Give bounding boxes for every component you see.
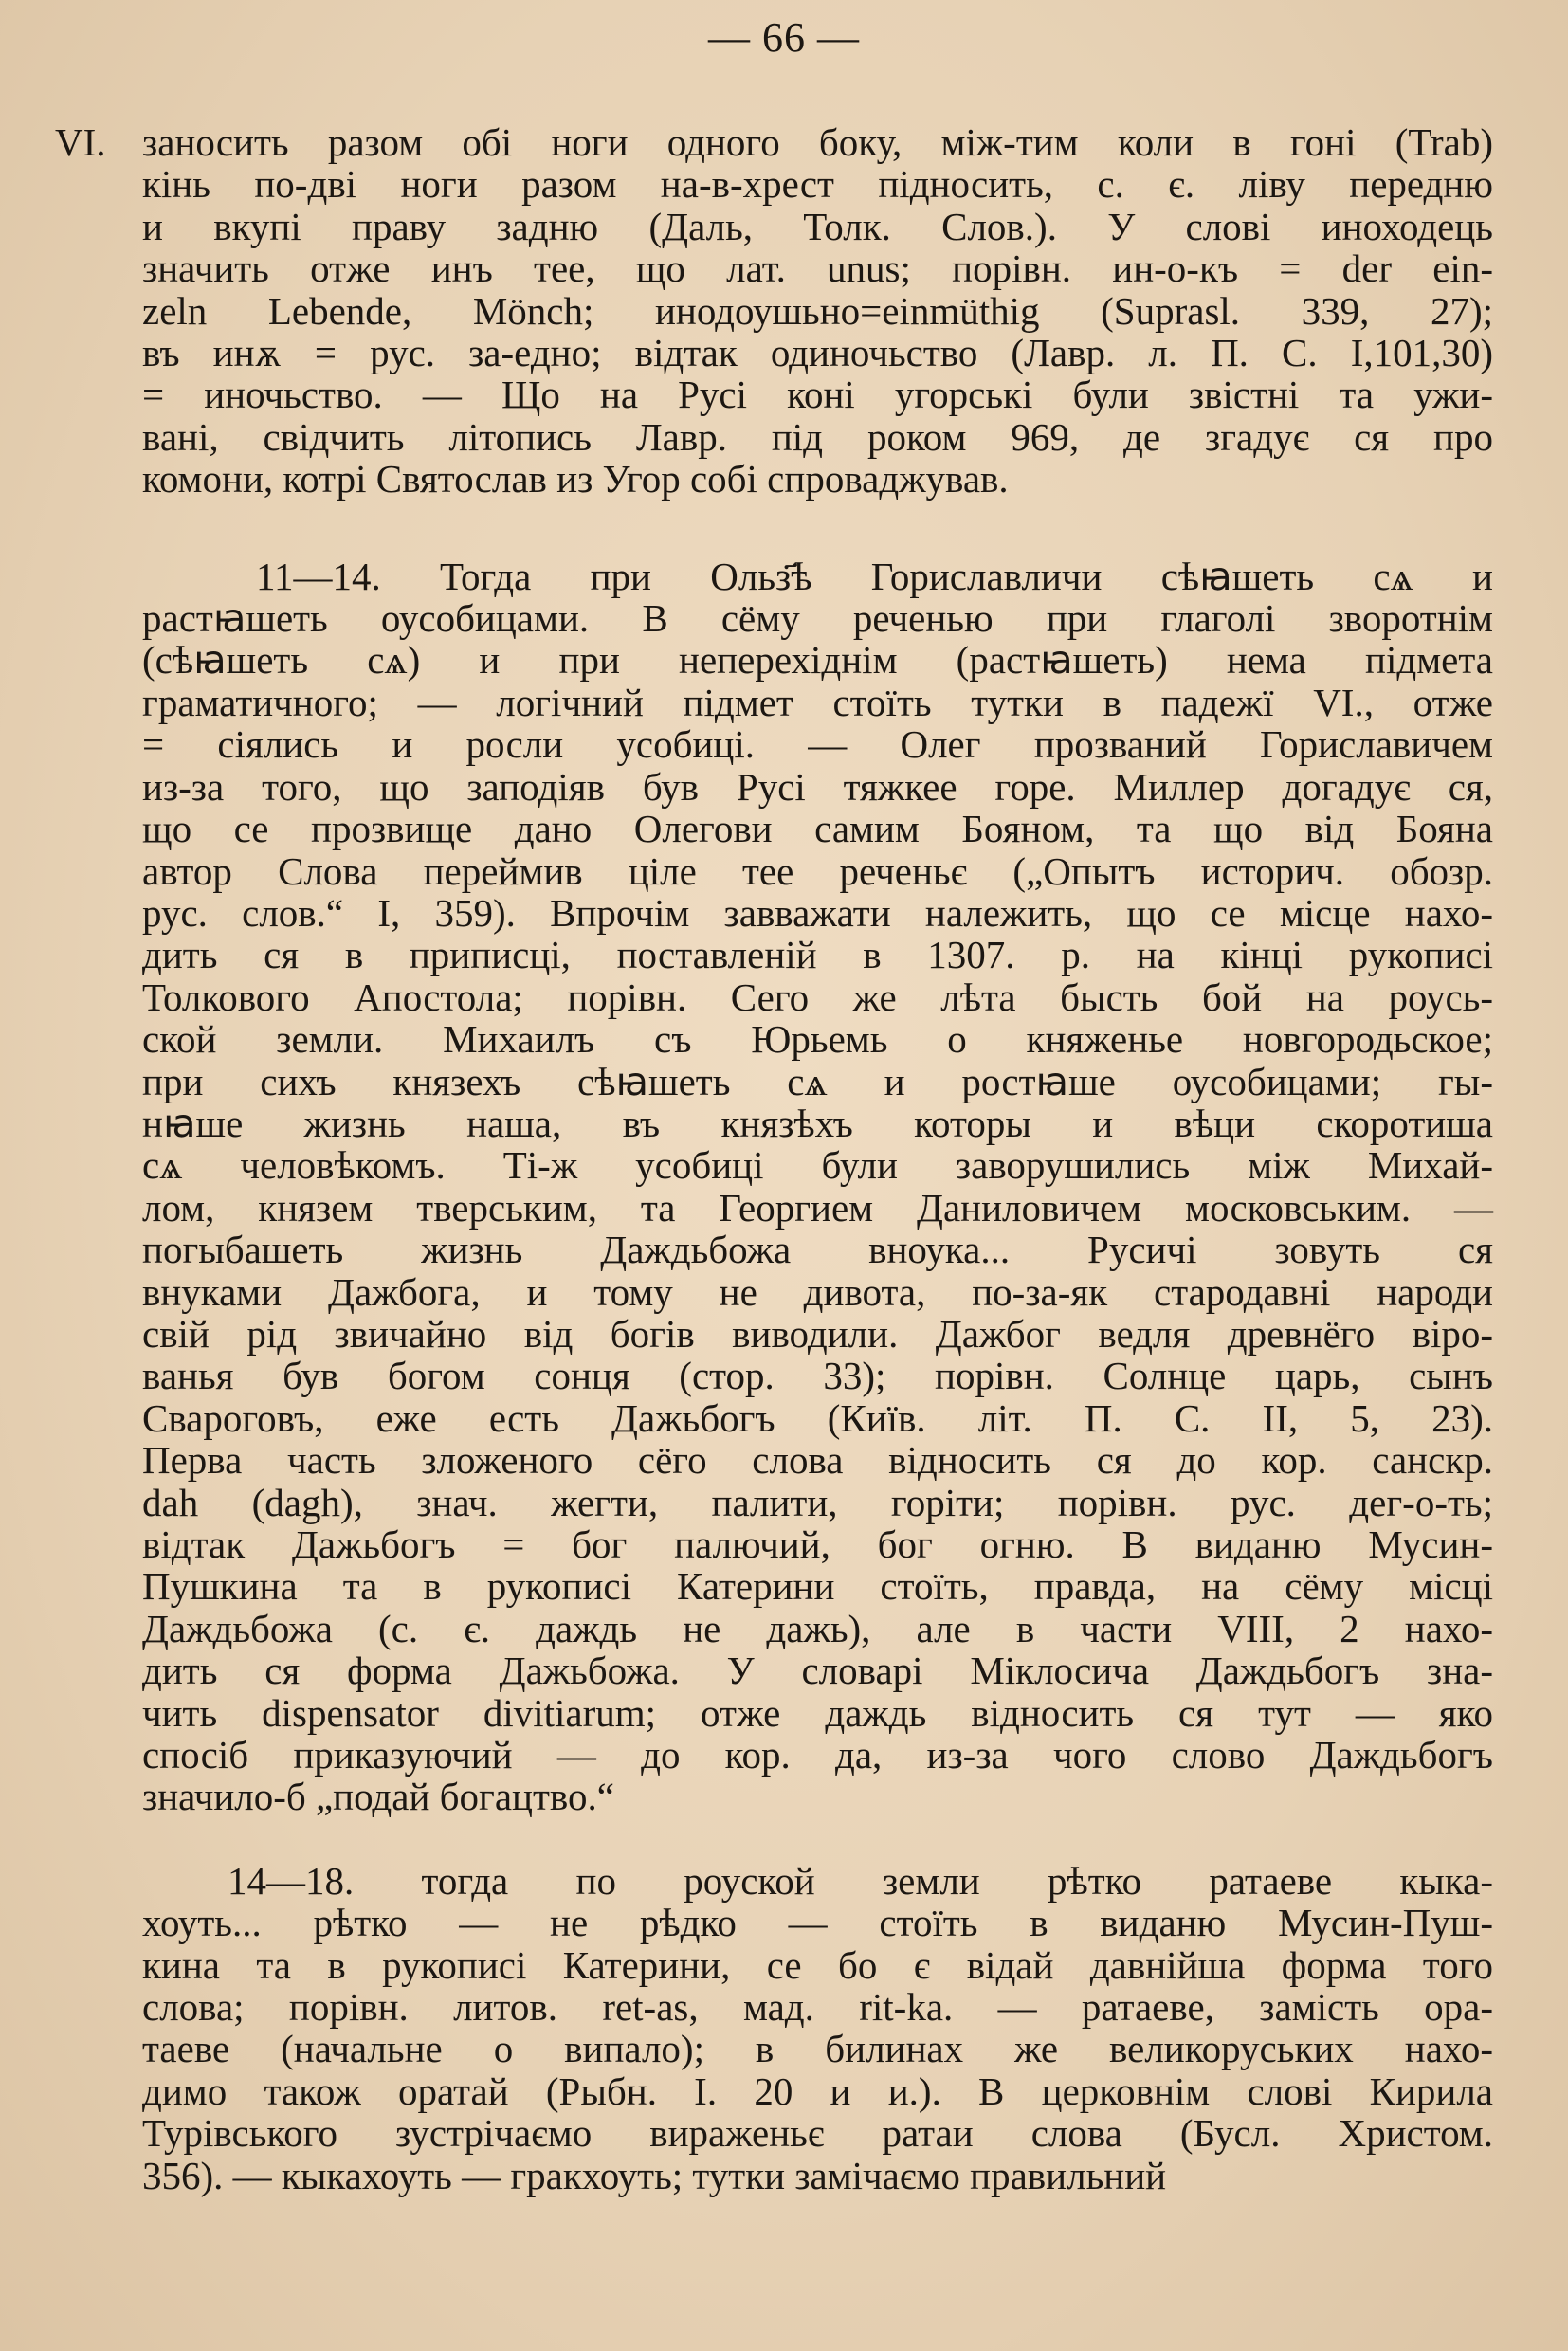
text-line: спосіб приказуючий — до кор. да, из-за чого слово Даждьбогъ bbox=[142, 1733, 1493, 1777]
text-line: свій рід звичайно від богів виводили. Дажбог ведля древнёго віро- bbox=[142, 1311, 1493, 1356]
page-number: — 66 — bbox=[708, 14, 860, 61]
text-line: Даждьбожа (с. є. даждь не дажь), але в части VIII, 2 нахо- bbox=[142, 1606, 1493, 1650]
paragraph-heading-line: 11—14. Тогда при Ольз҃ѣ Гориславличи сѣꙗшеть сѧ и bbox=[256, 554, 1493, 598]
text-line: ванья був богом сонця (стор. 33); порівн. Солнце царь, сынъ bbox=[142, 1354, 1493, 1398]
text-line: при сихъ князехъ сѣꙗшеть сѧ и ростꙗше оусобицами; гы- bbox=[142, 1059, 1493, 1103]
paragraph-horse-gait bbox=[142, 121, 1493, 501]
text-line: 356). — кыкахоуть — гракхоуть; тутки замічаємо правильний bbox=[142, 2153, 1167, 2197]
text-line: чить dispensator divitiarum; отже даждь відносить ся тут — яко bbox=[142, 1690, 1493, 1735]
text-line: відтак Дажьбогъ = бог палючий, бог огню. В виданю Мусин- bbox=[142, 1522, 1493, 1566]
text-line: комони, котрі Святослав из Угор собі спроваджував. bbox=[142, 457, 1009, 501]
text-line: сѧ человѣкомъ. Ті-ж усобиці були заворушились між Михай- bbox=[142, 1143, 1493, 1188]
text-line: нꙗше жизнь наша, въ князѣхъ которы и вѣци скоротиша bbox=[142, 1101, 1493, 1145]
text-line: кінь по-дві ноги разом на-в-хрест підносить, с. є. ліву передню bbox=[142, 162, 1493, 207]
text-line: автор Слова переймив ціле тее реченьє („Опытъ историч. обозр. bbox=[142, 848, 1493, 893]
text-line: zeln Lebende, Mönch; инодоушьно=einmüthig (Suprasl. 339, 27); bbox=[142, 288, 1493, 333]
text-line: заносить разом обі ноги одного боку, між-тим коли в гоні (Trab) bbox=[142, 120, 1493, 164]
text-line: въ инѫ = рус. за-едно; відтак одиночьство (Лавр. л. П. С. І,101,30) bbox=[142, 331, 1493, 375]
text-line: Турівського зустрічаємо вираженьє ратаи слова (Бусл. Христом. bbox=[142, 2111, 1493, 2156]
text-line: що се прозвище дано Олегови самим Бояном, та що від Бояна bbox=[142, 807, 1493, 851]
text-line: Свароговъ, еже есть Дажьбогъ (Київ. літ. П. С. II, 5, 23). bbox=[142, 1395, 1493, 1440]
text-line: Толкового Апостола; порівн. Сего же лѣта бысть бой на роусь- bbox=[142, 975, 1493, 1019]
text-line: (сѣꙗшеть сѧ) и при неперехіднім (растꙗшеть) нема підмета bbox=[142, 638, 1493, 683]
text-line: Перва часть зложеного сёго слова відносить ся до кор. санскр. bbox=[142, 1438, 1493, 1483]
text-line: значить отже инъ тее, що лат. unus; порівн. ин-о-къ = der ein- bbox=[142, 246, 1493, 291]
text-line: ской земли. Михаилъ съ Юрьемь о княженье новгородьское; bbox=[142, 1017, 1493, 1062]
text-line: слова; порівн. литов. ret-as, мад. rit-ka. — ратаеве, замість ора- bbox=[142, 1985, 1493, 2030]
text-line: = сіялись и росли усобиці. — Олег прозваний Гориславичем bbox=[142, 722, 1493, 767]
text-line: растꙗшеть оусобицами. В сёму реченью при глаголі зворотнім bbox=[142, 596, 1493, 641]
text-line: граматичного; — логічний підмет стоїть тутки в падежї VI., отже bbox=[142, 680, 1493, 724]
text-line: = иночьство. — Що на Русі коні угорські були звістні та ужи- bbox=[142, 373, 1493, 417]
text-line: dah (dagh), знач. жегти, палити, горіти; порівн. рус. дег-о-ть; bbox=[142, 1480, 1493, 1524]
text-line: дить ся форма Дажьбожа. У словарі Міклосича Даждьбогъ зна- bbox=[142, 1649, 1493, 1693]
text-line: погыбашеть жизнь Даждьбожа вноука... Русичі зовуть ся bbox=[142, 1228, 1493, 1272]
text-line: Пушкина та в рукописі Катерини стоїть, правда, на сёму місці bbox=[142, 1564, 1493, 1609]
text-line: из-за того, що заподіяв був Русі тяжкее горе. Миллер догадує ся, bbox=[142, 764, 1493, 809]
text-line: рус. слов.“ I, 359). Впрочім завважати належить, що се місце нахо- bbox=[142, 890, 1493, 935]
paragraph-heading-line: 14—18. тогда по роуской земли рѣтко ратаеве кыка- bbox=[228, 1858, 1493, 1903]
text-line: вані, свідчить літопись Лавр. під роком 969, де згадує ся про bbox=[142, 414, 1493, 459]
text-line: кина та в рукописі Катерини, се бо є відай давнійша форма того bbox=[142, 1942, 1493, 1987]
paragraph-ratai bbox=[142, 1860, 1493, 2196]
text-line: димо також оратай (Рыбн. I. 20 и и.). В церковнім слові Кирила bbox=[142, 2069, 1493, 2113]
text-line: значило-б „подай богацтво.“ bbox=[142, 1775, 614, 1819]
section-marker: VI. bbox=[55, 120, 106, 164]
text-line: таеве (начальне о випало); в билинах же великоруських нахо- bbox=[142, 2027, 1493, 2071]
text-line: лом, князем тверським, та Георгием Даниловичем московським. — bbox=[142, 1185, 1493, 1230]
page-body bbox=[142, 121, 1493, 2196]
text-line: дить ся в приписці, поставленій в 1307. р. на кінці рукописі bbox=[142, 933, 1493, 977]
text-line: внуками Дажбога, и тому не дивота, по-за-як стародавні народи bbox=[142, 1269, 1493, 1314]
text-line: хоуть... рѣтко — не рѣдко — стоїть в виданю Мусин-Пуш- bbox=[142, 1901, 1493, 1945]
text-line: и вкупі праву задню (Даль, Толк. Слов.). У слові иноходець bbox=[142, 204, 1493, 248]
paragraph-oleg-gorislavich bbox=[142, 556, 1493, 1818]
